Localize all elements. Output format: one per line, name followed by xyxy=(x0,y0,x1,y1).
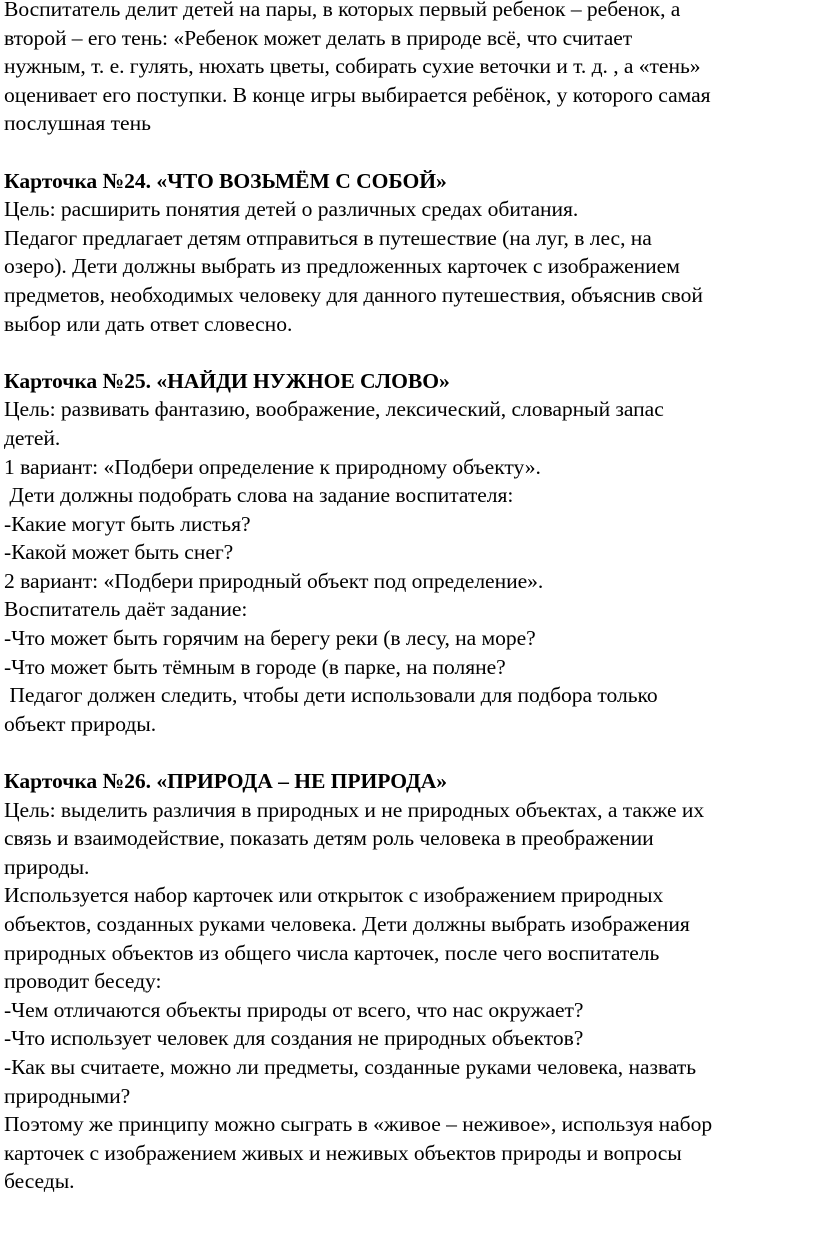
paragraph-line: Педагог должен следить, чтобы дети использовали для подбора только xyxy=(4,683,658,708)
paragraph-line: объект природы. xyxy=(4,711,157,736)
paragraph-line: детей. xyxy=(4,425,61,450)
paragraph-line: 2 вариант: «Подбери природный объект под определение». xyxy=(4,568,544,593)
card-26-title: Карточка №26. «ПРИРОДА – НЕ ПРИРОДА» xyxy=(4,769,448,794)
paragraph-line: Воспитатель делит детей на пары, в которых первый ребенок – ребенок, а xyxy=(4,0,681,21)
paragraph-line: -Как вы считаете, можно ли предметы, созданные руками человека, назвать xyxy=(4,1054,697,1079)
paragraph-line: Цель: развивать фантазию, воображение, лексический, словарный запас xyxy=(4,397,664,422)
paragraph-line: Цель: выделить различия в природных и не природных объектах, а также их xyxy=(4,797,705,822)
paragraph-line: объектов, созданных руками человека. Дети должны выбрать изображения xyxy=(4,912,690,936)
paragraph-line: нужным, т. е. гулять, нюхать цветы, собирать сухие веточки и т. д. , а «тень» xyxy=(4,54,701,79)
paragraph-line: беседы. xyxy=(4,1169,75,1194)
paragraph-line: природными? xyxy=(4,1083,131,1108)
card-25-title: Карточка №25. «НАЙДИ НУЖНОЕ СЛОВО» xyxy=(4,368,450,393)
paragraph-line: послушная тень xyxy=(4,111,151,136)
paragraph-line: Дети должны подобрать слова на задание воспитателя: xyxy=(4,483,514,508)
paragraph-line: природы. xyxy=(4,854,90,879)
paragraph-line: выбор или дать ответ словесно. xyxy=(4,311,293,336)
paragraph-line: -Что использует человек для создания не природных объектов? xyxy=(4,1026,584,1051)
paragraph-line: -Какой может быть снег? xyxy=(4,540,234,565)
paragraph-line: оценивает его поступки. В конце игры выбирается ребёнок, у которого самая xyxy=(4,82,711,107)
paragraph-line: -Чем отличаются объекты природы от всего, что нас окружает? xyxy=(4,997,584,1022)
paragraph-line: второй – его тень: «Ребенок может делать в природе всё, что считает xyxy=(4,25,633,50)
paragraph-line: природных объектов из общего числа карточек, после чего воспитатель xyxy=(4,940,660,965)
paragraph-line: озеро). Дети должны выбрать из предложенных карточек с изображением xyxy=(4,254,680,279)
paragraph-line: карточек с изображением живых и неживых объектов природы и вопросы xyxy=(4,1140,682,1165)
card-24-section xyxy=(4,167,814,339)
paragraph-line: Воспитатель даёт задание: xyxy=(4,597,248,622)
paragraph-line: Используется набор карточек или открыток с изображением природных xyxy=(4,883,664,908)
blank-line xyxy=(4,338,814,367)
paragraph-line: -Какие могут быть листья? xyxy=(4,511,251,536)
intro-section xyxy=(4,0,814,138)
paragraph-line: Цель: расширить понятия детей о различных средах обитания. xyxy=(4,197,579,222)
paragraph-line: предметов, необходимых человеку для данного путешествия, объяснив свой xyxy=(4,282,703,307)
paragraph-line: проводит беседу: xyxy=(4,969,162,994)
paragraph-line: -Что может быть тёмным в городе (в парке, на поляне? xyxy=(4,654,506,679)
paragraph-line: 1 вариант: «Подбери определение к природному объекту». xyxy=(4,454,541,479)
blank-line xyxy=(4,138,814,167)
card-26-section xyxy=(4,767,814,1196)
paragraph-line: Поэтому же принципу можно сыграть в «живое – неживое», используя набор xyxy=(4,1112,713,1137)
paragraph-line: Педагог предлагает детям отправиться в путешествие (на луг, в лес, на xyxy=(4,225,652,250)
paragraph-line: -Что может быть горячим на берегу реки (в лесу, на море? xyxy=(4,626,536,651)
card-24-title: Карточка №24. «ЧТО ВОЗЬМЁМ С СОБОЙ» xyxy=(4,168,447,193)
paragraph-line: связь и взаимодействие, показать детям роль человека в преображении xyxy=(4,826,654,851)
blank-line xyxy=(4,738,814,767)
card-25-section xyxy=(4,367,814,739)
